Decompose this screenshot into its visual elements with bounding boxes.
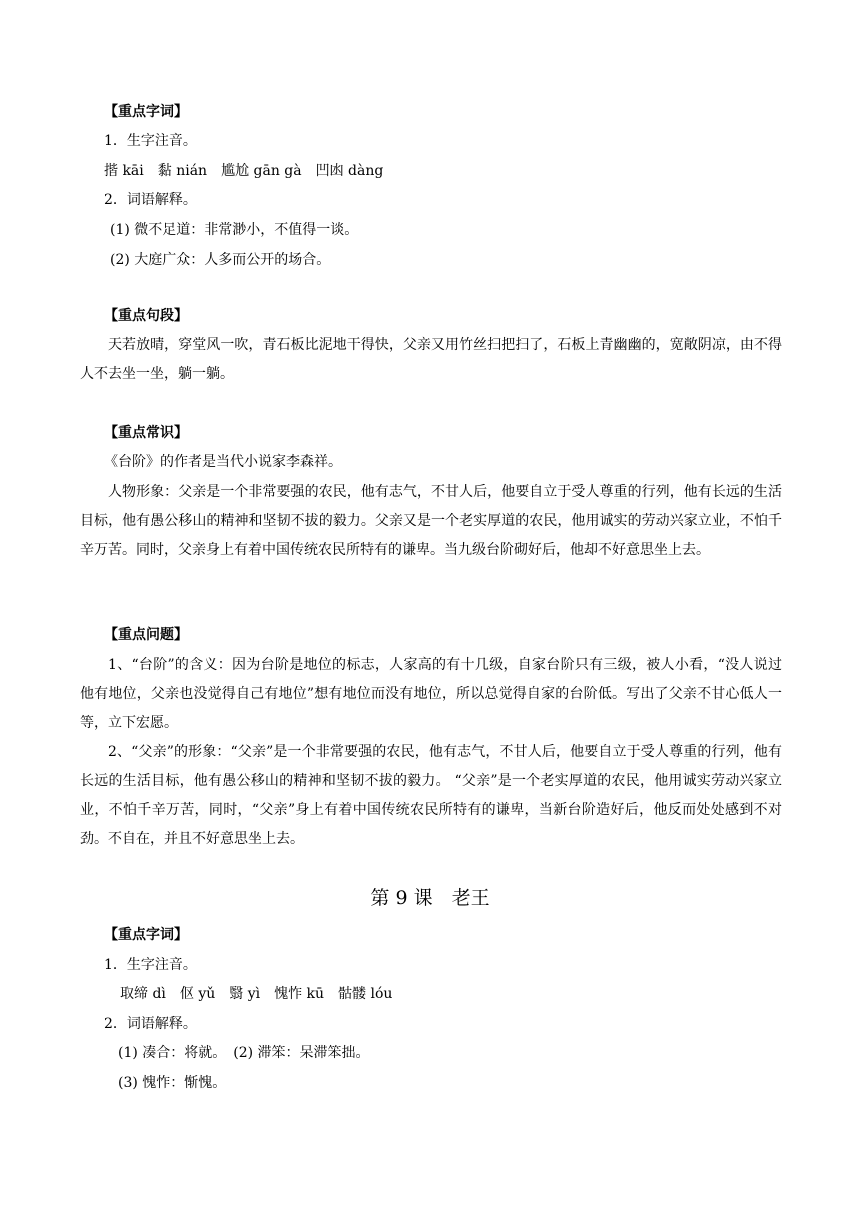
question-1: 1、“台阶”的含义：因为台阶是地位的标志，人家高的有十几级，自家台阶只有三级，被人小看，“没人说过他有地位，父亲也没觉得自己有地位”想有地位而没有地位，所以总觉得自家的台阶低。写出了父亲不甘心低人一等，立下宏愿。 [80, 657, 782, 731]
definition-2: (2) 大庭广众：人多而公开的场合。 [110, 252, 331, 268]
item-definition-label-2: 2．词语解释。 [104, 1016, 197, 1032]
key-sentence-paragraph: 天若放晴，穿堂风一吹，青石板比泥地干得快，父亲又用竹丝扫把扫了，石板上青幽幽的，宽敞阴凉，由不得人不去坐一坐，躺一躺。 [80, 337, 782, 382]
definition-line-2: (3) 愧怍：惭愧。 [118, 1075, 227, 1091]
item-pinyin-label-2: 1．生字注音。 [104, 957, 197, 973]
author-line: 《台阶》的作者是当代小说家李森祥。 [104, 454, 342, 470]
section-title-key-knowledge: 【重点常识】 [104, 425, 188, 441]
character-paragraph: 人物形象：父亲是一个非常要强的农民，他有志气，不甘人后，他要自立于受人尊重的行列，他有长远的生活目标，他有愚公移山的精神和坚韧不拔的毅力。父亲又是一个老实厚道的农民，他用诚实的劳动兴家立业，不怕千辛万苦。同时，父亲身上有着中国传统农民所特有的谦卑。当九级台阶砌好后，他却不好意思坐上去。 [80, 484, 782, 558]
item-definition-label: 2．词语解释。 [104, 192, 197, 208]
lesson-title: 第 9 课 老王 [370, 887, 490, 909]
section-title-key-words: 【重点字词】 [104, 104, 188, 120]
pinyin-line-2: 取缔 dì 伛 yǔ 翳 yì 愧怍 kū 骷髅 lóu [120, 986, 393, 1002]
item-pinyin-label: 1．生字注音。 [104, 133, 197, 149]
question-2: 2、“父亲”的形象：“父亲”是一个非常要强的农民，他有志气，不甘人后，他要自立于受人尊重的行列，他有长远的生活目标，他有愚公移山的精神和坚韧不拔的毅力。 “父亲”是一个老实厚道的农民，他用诚实劳动兴家立业，不怕千辛万苦，同时，“父亲”身上有着中国传统农民所特有的谦卑，当新台阶造好后，他反而处处感到不对劲。不自在，并且不好意思坐上去。 [80, 744, 782, 847]
section-title-key-sentences: 【重点句段】 [104, 308, 188, 324]
section-title-key-questions: 【重点问题】 [104, 627, 188, 643]
definition-line-1: (1) 凑合：将就。 (2) 滞笨：呆滞笨拙。 [118, 1045, 370, 1061]
definition-1: (1) 微不足道：非常渺小，不值得一谈。 [110, 222, 359, 238]
section-title-key-words-2: 【重点字词】 [104, 927, 188, 943]
pinyin-line: 揩 kāi 黏 nián 尴尬 gān gà 凹凼 dàng [104, 163, 384, 179]
